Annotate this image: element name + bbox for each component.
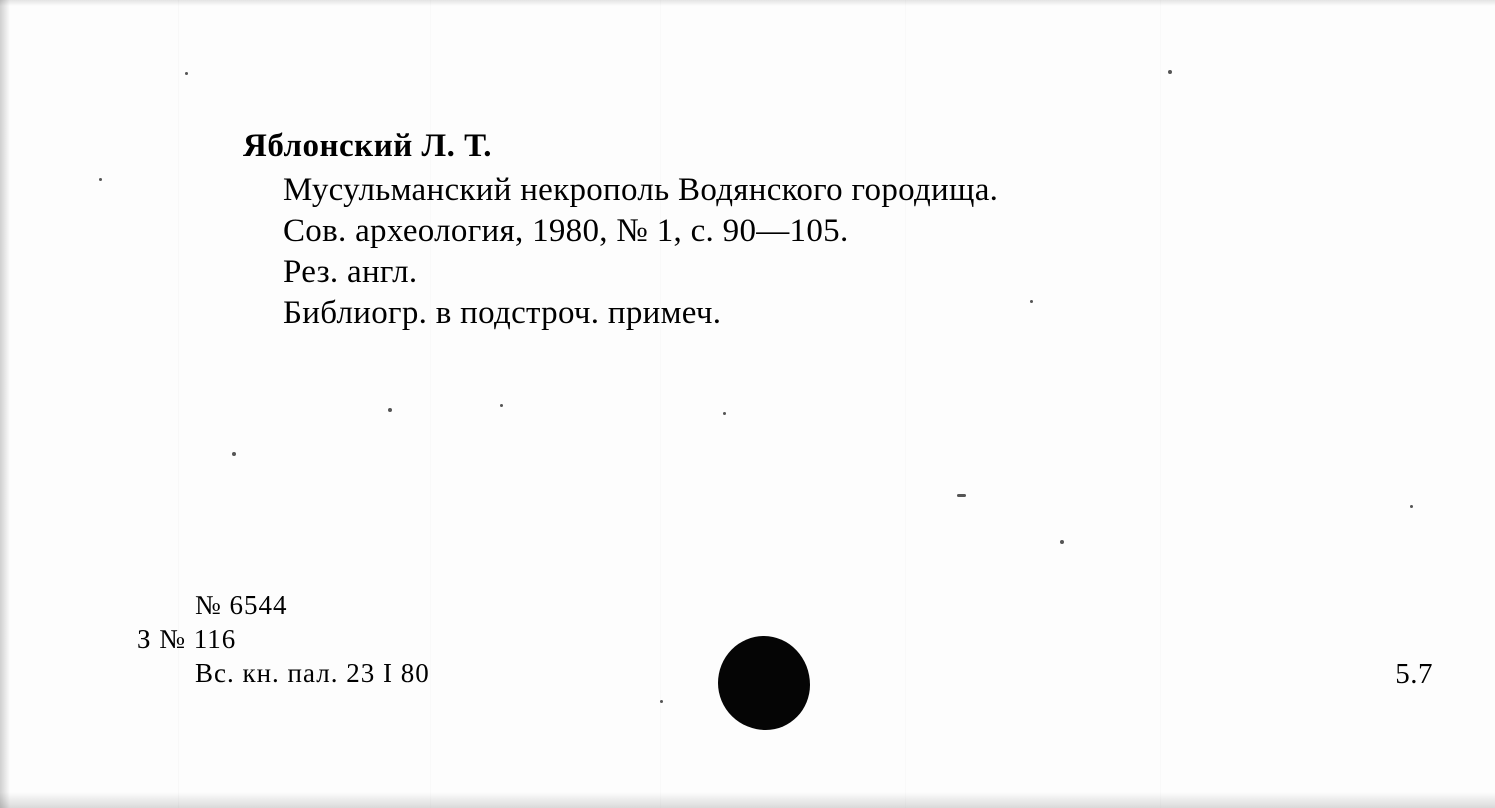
scan-edge-top	[0, 0, 1495, 6]
footer-line-inventory-number: № 6544	[195, 590, 288, 620]
entry-line-source: Сов. археология, 1980, № 1, с. 90—105.	[283, 213, 849, 249]
footer-line-book-chamber-date: Вс. кн. пал. 23 I 80	[195, 658, 430, 688]
scan-speck	[99, 178, 102, 181]
scan-speck	[660, 700, 663, 703]
scan-edge-left	[0, 0, 10, 808]
entry-line-bibliography-note: Библиогр. в подстроч. примеч.	[283, 295, 722, 331]
scan-speck	[957, 494, 966, 497]
entry-line-summary-language: Рез. англ.	[283, 254, 418, 290]
scan-speck	[500, 404, 503, 407]
scan-speck	[1060, 540, 1064, 544]
ink-blot-icon	[718, 636, 810, 730]
card-corner-code: 5.7	[1395, 658, 1433, 690]
card-footer-codes	[137, 588, 430, 690]
scan-speck	[388, 408, 392, 412]
footer-line-secondary-number: З № 116	[137, 624, 237, 654]
scan-speck	[723, 412, 726, 415]
card-entry-body	[283, 170, 1403, 334]
scan-speck	[185, 72, 188, 75]
scan-edge-bottom	[0, 792, 1495, 808]
card-author: Яблонский Л. Т.	[243, 128, 493, 164]
scan-speck	[1410, 505, 1413, 508]
scan-speck	[232, 452, 236, 456]
scan-speck	[1168, 70, 1172, 74]
entry-line-title: Мусульманский некрополь Водянского городища.	[283, 172, 999, 208]
